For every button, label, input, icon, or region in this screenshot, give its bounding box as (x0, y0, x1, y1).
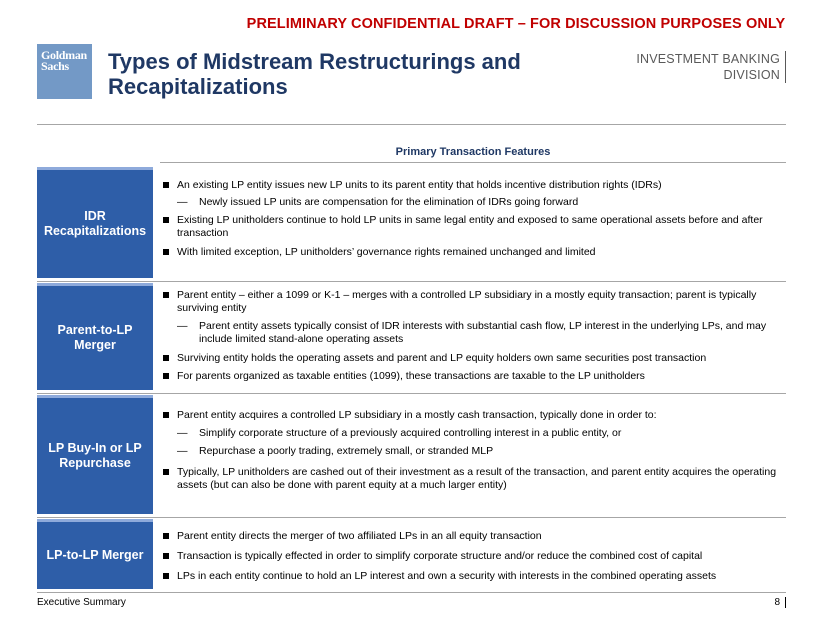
sub-bullet: — Newly issued LP units are compensation for the elimination of IDRs going forward (162, 196, 786, 209)
header-rule (37, 124, 786, 125)
bullet: Surviving entity holds the operating assets and parent and LP equity holders own same securities post transaction (162, 352, 786, 365)
footer-section-name: Executive Summary (37, 597, 126, 608)
confidential-banner: PRELIMINARY CONFIDENTIAL DRAFT – FOR DISCUSSION PURPOSES ONLY (246, 16, 786, 32)
bullet: Existing LP unitholders continue to hold LP units in same legal entity and exposed to same operational assets before and after transaction (162, 214, 786, 240)
division-line-2: DIVISION (723, 68, 780, 82)
section-lp-to-lp (37, 519, 786, 589)
goldman-sachs-logo (37, 44, 92, 99)
bullet: Parent entity directs the merger of two affiliated LPs in an all equity transaction (162, 530, 786, 543)
section-rule (37, 393, 786, 394)
section-rule (37, 592, 786, 593)
column-header-rule (160, 162, 786, 163)
logo-line-1: Goldman (41, 48, 87, 62)
bullet: Typically, LP unitholders are cashed out of their investment as a result of the transaction, and parent entity acquires the operating assets (but can also be done with parent equity at a much larger entity) (162, 466, 786, 492)
page-number: 8 (774, 597, 786, 608)
sub-bullet: — Simplify corporate structure of a previously acquired controlling interest in a public entity, or (162, 427, 786, 440)
bullet: An existing LP entity issues new LP units to its parent entity that holds incentive distribution rights (IDRs) (162, 179, 786, 192)
bullet: Parent entity acquires a controlled LP subsidiary in a mostly cash transaction, typically done in order to: (162, 409, 786, 422)
bullet: Parent entity – either a 1099 or K-1 – merges with a controlled LP subsidiary in a mostly equity transaction; parent is typically surviving entity (162, 289, 786, 315)
logo-line-2: Sachs (41, 59, 69, 73)
bullet: LPs in each entity continue to hold an LP interest and own a security with interests in the combined operating assets (162, 570, 786, 583)
section-bullets (162, 289, 786, 383)
section-bullets (162, 179, 786, 259)
sub-bullet: — Parent entity assets typically consist of IDR interests with substantial cash flow, LP interest in the underlying LPs, and may include limited stand-alone operating assets (162, 320, 786, 346)
section-label: IDR Recapitalizations (37, 167, 153, 278)
bullet: Transaction is typically effected in order to simplify corporate structure and/or reduce the combined cost of capital (162, 550, 786, 563)
section-lp-buy-in (37, 395, 786, 514)
section-label: Parent-to-LP Merger (37, 283, 153, 390)
section-label: LP Buy-In or LP Repurchase (37, 395, 153, 514)
column-header: Primary Transaction Features (395, 146, 551, 158)
section-idr-recap (37, 167, 786, 278)
section-parent-to-lp (37, 283, 786, 390)
bullet: For parents organized as taxable entities (1099), these transactions are taxable to the LP unitholders (162, 370, 786, 383)
sub-bullet: — Repurchase a poorly trading, extremely small, or stranded MLP (162, 445, 786, 458)
division-label (636, 51, 786, 83)
section-rule (37, 517, 786, 518)
division-line-1: INVESTMENT BANKING (636, 52, 780, 66)
section-bullets (162, 409, 786, 492)
page-title: Types of Midstream Restructurings and Recapitalizations (108, 49, 521, 99)
section-rule (37, 281, 786, 282)
section-label: LP-to-LP Merger (37, 519, 153, 589)
bullet: With limited exception, LP unitholders’ governance rights remained unchanged and limited (162, 246, 786, 259)
section-bullets (162, 530, 786, 583)
